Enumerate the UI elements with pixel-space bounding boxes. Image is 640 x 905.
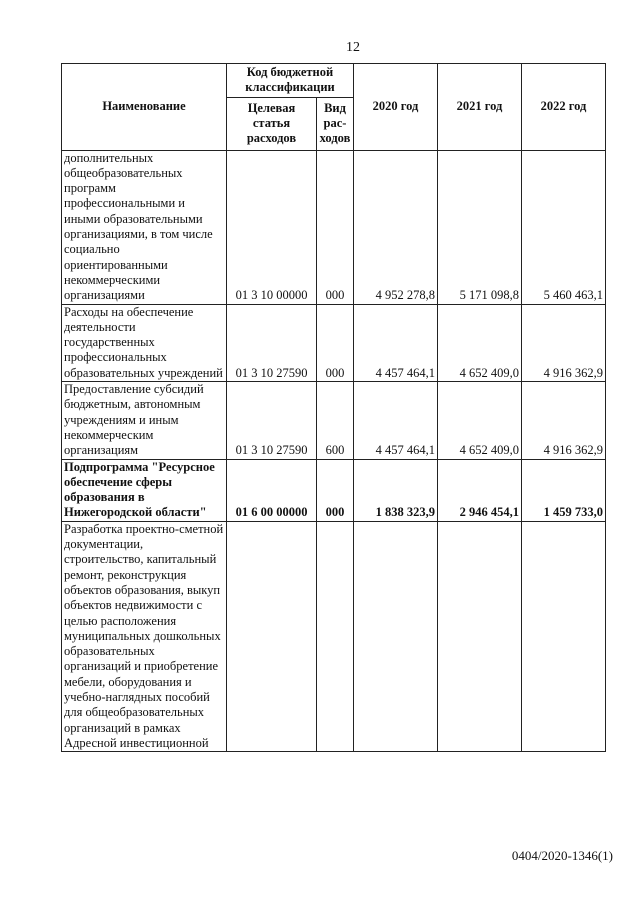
header-target: Целевая статья расходов [227, 97, 317, 150]
table-body [62, 150, 606, 752]
row-value-2022: 5 460 463,1 [522, 150, 606, 304]
page-number: 12 [346, 40, 360, 55]
row-target-code: 01 6 00 00000 [227, 459, 317, 521]
table-row [62, 382, 606, 459]
row-expense-type: 600 [317, 382, 354, 459]
row-value-2020 [354, 521, 438, 751]
row-target-code: 01 3 10 00000 [227, 150, 317, 304]
budget-table [61, 63, 606, 752]
table-row [62, 304, 606, 381]
row-value-2020: 4 457 464,1 [354, 382, 438, 459]
row-value-2021: 5 171 098,8 [438, 150, 522, 304]
row-name: Подпрограмма "Ресурсное обеспечение сферы образования в Нижегородской области" [62, 459, 227, 521]
row-value-2020: 1 838 323,9 [354, 459, 438, 521]
row-value-2020: 4 952 278,8 [354, 150, 438, 304]
header-code-group: Код бюджетной классификации [227, 64, 354, 98]
table-header [62, 64, 606, 151]
row-expense-type [317, 521, 354, 751]
row-value-2021: 4 652 409,0 [438, 304, 522, 381]
row-value-2021: 4 652 409,0 [438, 382, 522, 459]
row-expense-type: 000 [317, 150, 354, 304]
header-name: Наименование [62, 64, 227, 151]
header-2021: 2021 год [438, 64, 522, 151]
header-type: Вид рас-ходов [317, 97, 354, 150]
row-value-2020: 4 457 464,1 [354, 304, 438, 381]
row-value-2022: 4 916 362,9 [522, 304, 606, 381]
row-name: Предоставление субсидий бюджетным, автономным учреждениям и иным некоммерческим организациям [62, 382, 227, 459]
row-value-2022: 4 916 362,9 [522, 382, 606, 459]
row-value-2022: 1 459 733,0 [522, 459, 606, 521]
row-name: дополнительных общеобразовательных программ профессиональными и иными образовательными организациями, в том числе социально ориентированными некоммерческими организациями [62, 150, 227, 304]
table-row [62, 521, 606, 751]
row-value-2021: 2 946 454,1 [438, 459, 522, 521]
row-target-code [227, 521, 317, 751]
row-value-2022 [522, 521, 606, 751]
row-target-code: 01 3 10 27590 [227, 304, 317, 381]
document-reference: 0404/2020-1346(1) [511, 848, 613, 863]
row-name: Разработка проектно-сметной документации, строительство, капитальный ремонт, реконструкция объектов образования, выкуп объектов недвижимости с целью расположения муниципальных дошкольных образовательных организаций и приобретение мебели, оборудования и учебно-наглядных пособий для общеобразовательных организаций в рамках Адресной инвестиционной [62, 521, 227, 751]
table-row [62, 150, 606, 304]
row-target-code: 01 3 10 27590 [227, 382, 317, 459]
table-row [62, 459, 606, 521]
row-name: Расходы на обеспечение деятельности государственных профессиональных образовательных учреждений [62, 304, 227, 381]
header-2022: 2022 год [522, 64, 606, 151]
row-expense-type: 000 [317, 304, 354, 381]
row-value-2021 [438, 521, 522, 751]
row-expense-type: 000 [317, 459, 354, 521]
header-2020: 2020 год [354, 64, 438, 151]
